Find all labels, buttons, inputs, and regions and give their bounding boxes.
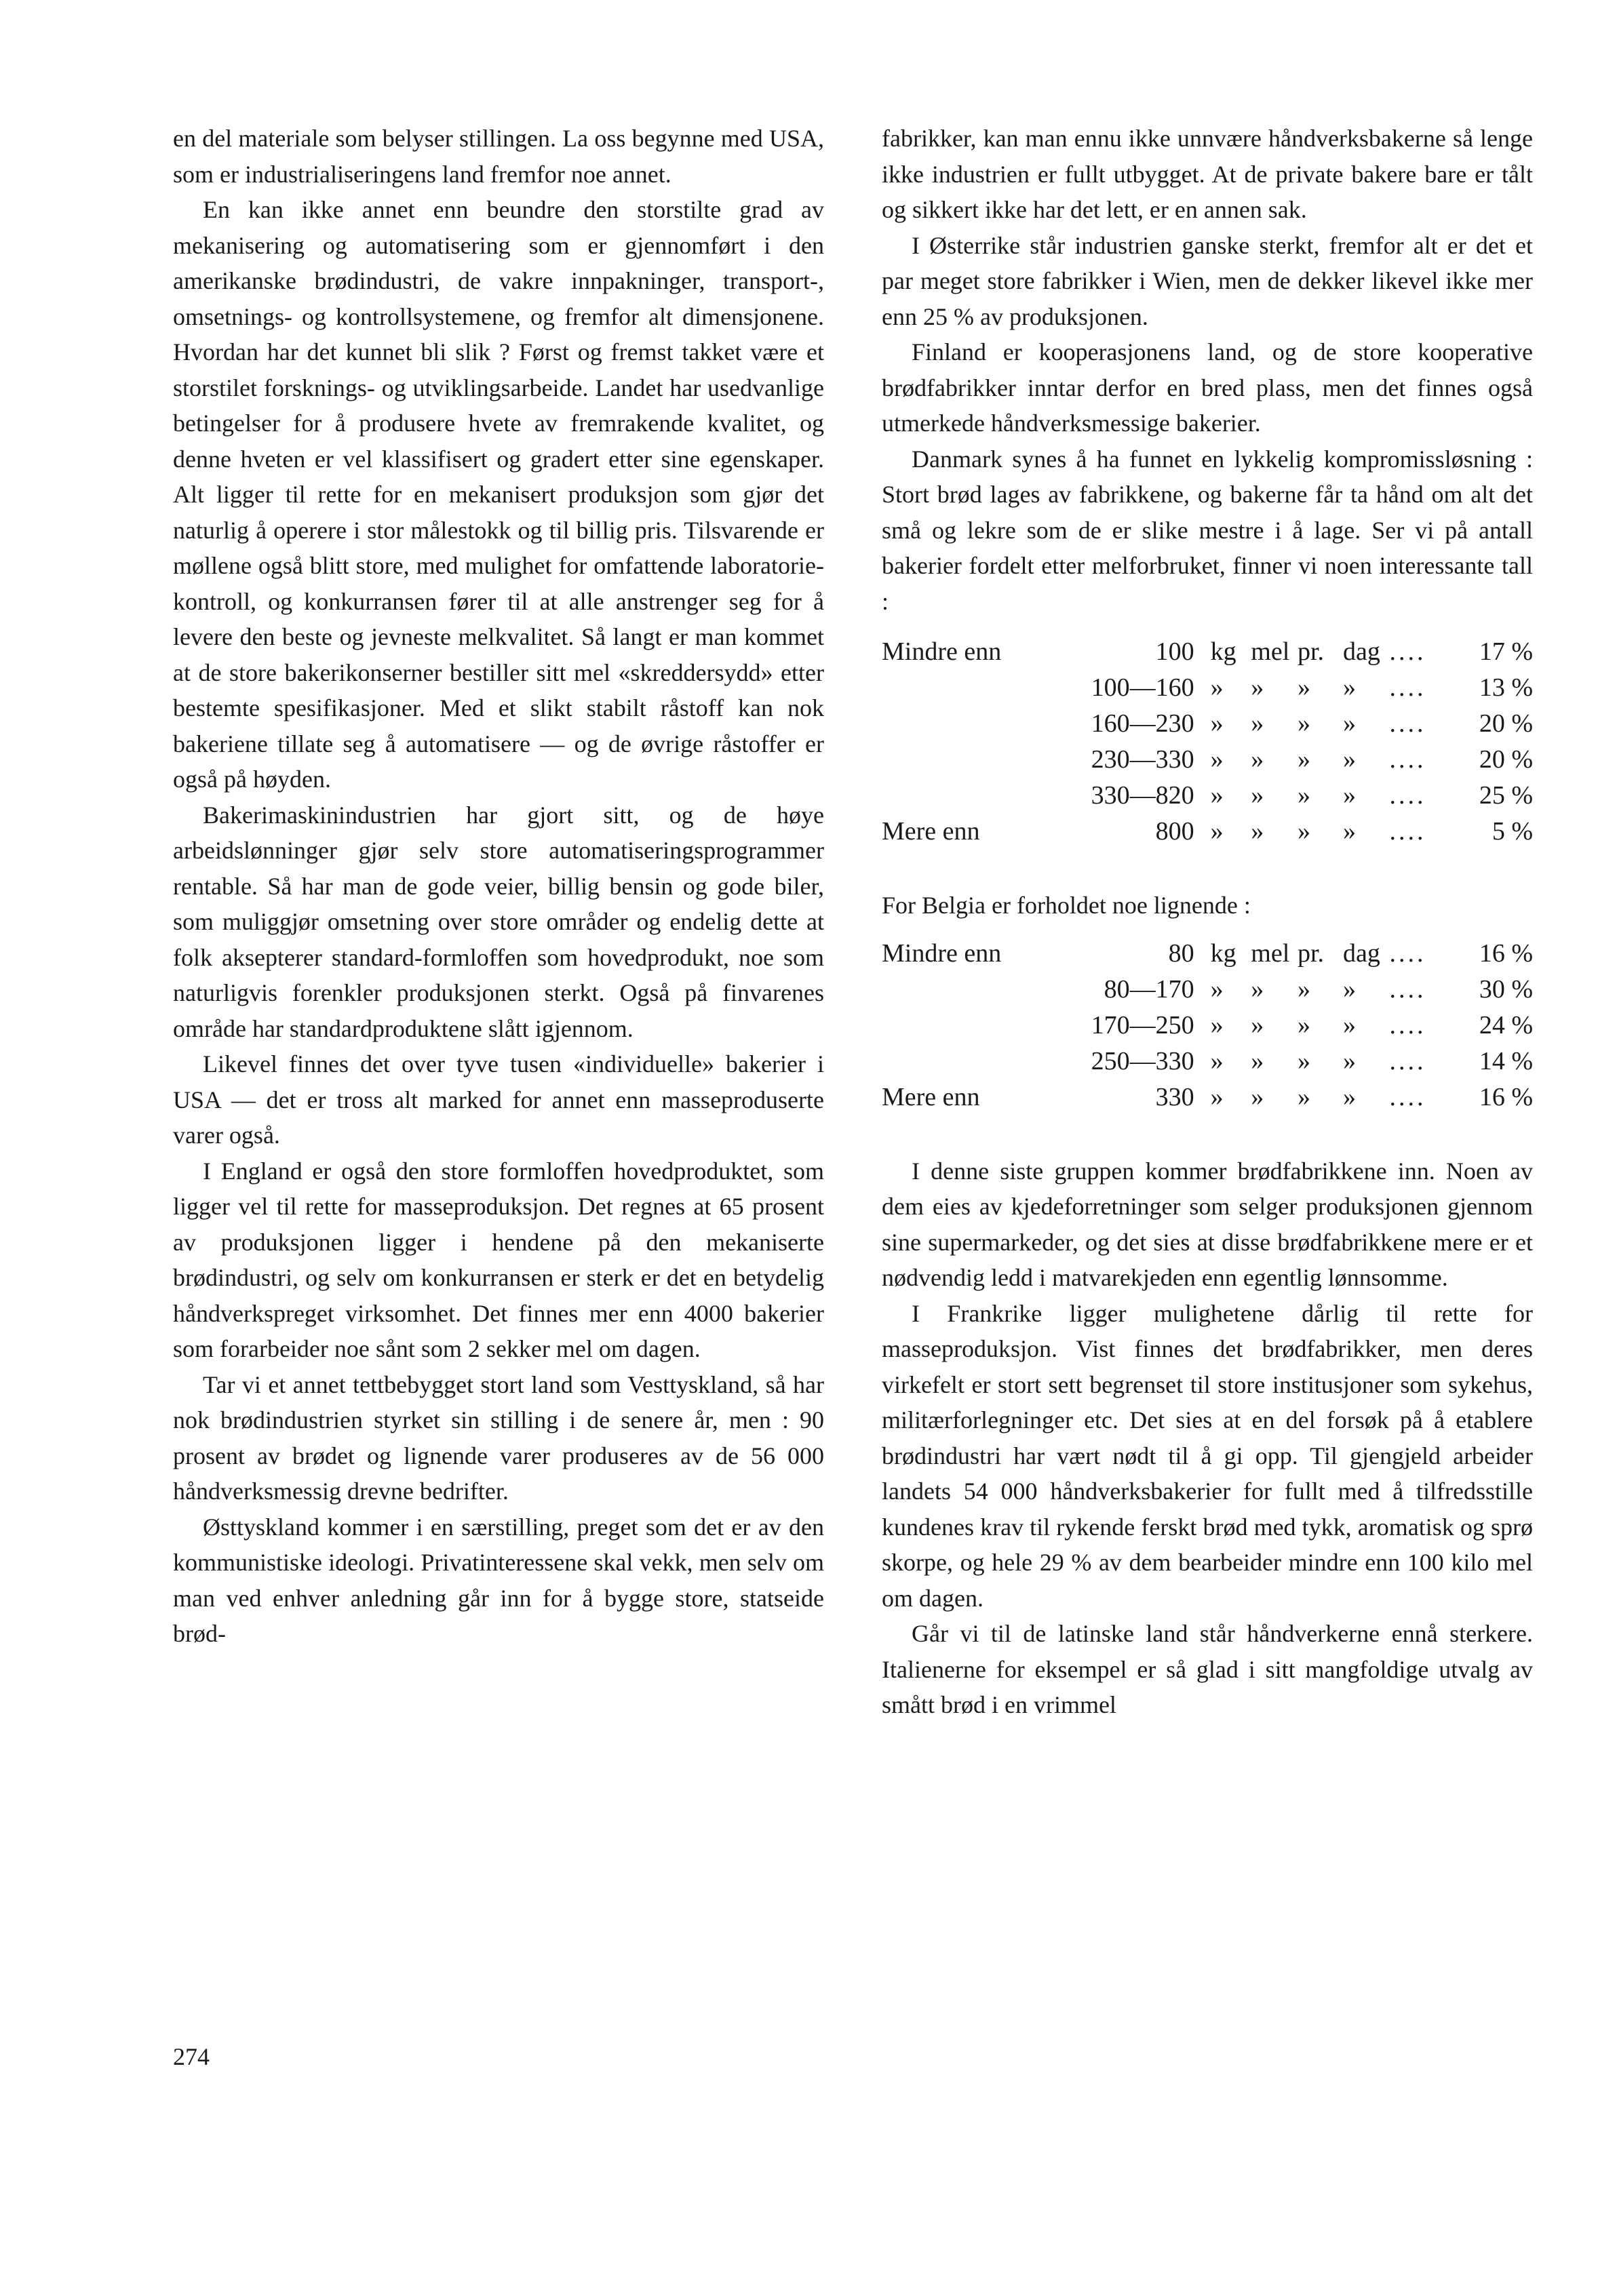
- row-col-pr: »: [1297, 781, 1310, 810]
- row-unit: »: [1210, 817, 1224, 846]
- row-col-mel: »: [1251, 745, 1264, 774]
- paragraph: Østtyskland kommer i en særstilling, preget som det er av den kommunistiske ideologi. Privatinteressene skal vekk, men selv om man ved enhver anledning går inn for å bygge store, statseide brød-: [173, 1513, 824, 1647]
- table-row: [882, 673, 1533, 709]
- table-row: [882, 637, 1533, 673]
- row-col-mel: »: [1251, 1010, 1264, 1040]
- row-percent: 5 %: [1492, 817, 1533, 846]
- row-label: Mere enn: [882, 817, 980, 846]
- row-col-pr: »: [1297, 817, 1310, 846]
- row-col-dag: dag: [1342, 938, 1380, 968]
- belgia-table-wrapper: [882, 938, 1533, 1118]
- paragraph: Finland er kooperasjonens land, og de store kooperative brødfabrikker inntar derfor en bred plass, men det finnes også utmerkede håndverksmessige bakerier.: [882, 338, 1533, 437]
- row-range: 100: [1155, 637, 1194, 666]
- row-label: [882, 780, 1071, 816]
- row-col-dag: »: [1342, 974, 1356, 1004]
- row-unit: kg: [1210, 637, 1236, 666]
- denmark-table-wrapper: [882, 637, 1533, 852]
- paragraph: En kan ikke annet enn beundre den storstilte grad av mekanisering og automatisering som er gjennomført i den amerikanske brødindustri, de vakre innpakninger, transport-, omsetnings- og kontrollsystemene, og fremfor alt dimensjonene. Hvordan har det kunnet bli slik ? Først og fremst takket være et storstilet forsknings- og utviklingsarbeide. Landet har usedvanlige betingelser for å produsere hvete av fremrakende kvalitet, og denne hveten er vel klassifisert og gradert etter sine egenskaper. Alt ligger til rette for en mekanisert produksjon som gjør det naturlig å operere i stor målestokk og til billig pris. Tilsvarende er møllene også blitt store, med mulighet for omfattende laboratoriekontroll, og konkurransen fører til at alle anstrenger seg for å levere den beste og jevneste melkvalitet. Så langt er man kommet at de store bakerikonserner bestiller sitt mel «skreddersydd» etter bestemte spesifikasjoner. Med et slikt stabilt råstoff kan nok bakeriene tillate seg å automatisere — og de øvrige råstoffer er også på høyden.: [173, 196, 824, 793]
- row-unit: kg: [1210, 938, 1236, 968]
- row-unit: »: [1210, 709, 1224, 738]
- row-unit: »: [1210, 1082, 1224, 1111]
- row-col-dag: »: [1342, 673, 1356, 702]
- row-label: [882, 974, 1071, 1010]
- table-row: [882, 1010, 1533, 1046]
- row-col-dag: »: [1342, 781, 1356, 810]
- table-row: [882, 780, 1533, 816]
- row-col-dag: »: [1342, 1082, 1356, 1111]
- row-col-dag: dag: [1342, 637, 1380, 666]
- row-col-pr: »: [1297, 974, 1310, 1004]
- row-label: Mere enn: [882, 1082, 980, 1111]
- paragraph: Bakerimaskinindustrien har gjort sitt, og de høye arbeidslønninger gjør selv store automatiseringsprogrammer rentable. Så har man de gode veier, billig bensin og gode biler, som muliggjør omsetning over store områder og endelig dette at folk aksepterer standard-formloffen som hovedprodukt, noe som naturligvis forenkler produksjonen sterkt. Også på finvarenes område har standardproduktene slått igjennom.: [173, 801, 824, 1042]
- row-percent: 17 %: [1479, 637, 1533, 666]
- denmark-bakery-table: [882, 637, 1533, 852]
- row-unit: »: [1210, 974, 1224, 1004]
- row-leader-dots: ....: [1389, 673, 1426, 702]
- row-label: [882, 1010, 1071, 1046]
- row-col-mel: »: [1251, 781, 1264, 810]
- paragraph: Likevel finnes det over tyve tusen «individuelle» bakerier i USA — det er tross alt marked for annet enn masseproduserte varer også.: [173, 1050, 824, 1149]
- paragraph: en del materiale som belyser stillingen. La oss begynne med USA, som er industrialiseringens land fremfor noe annet.: [173, 125, 824, 188]
- row-col-pr: »: [1297, 1046, 1310, 1075]
- row-percent: 25 %: [1479, 781, 1533, 810]
- table-row: [882, 709, 1533, 745]
- row-percent: 30 %: [1479, 974, 1533, 1004]
- row-leader-dots: ....: [1389, 637, 1426, 666]
- row-col-pr: »: [1297, 745, 1310, 774]
- row-leader-dots: ....: [1389, 745, 1426, 774]
- row-col-pr: »: [1297, 1010, 1310, 1040]
- row-label: [882, 1046, 1071, 1082]
- right-column: [882, 121, 1533, 1723]
- paragraph: Danmark synes å ha funnet en lykkelig kompromissløsning : Stort brød lages av fabrikkene, og bakerne får ta hånd om alt det små og lekre som de er slike mestre i å lage. Ser vi på antall bakerier fordelt etter melforbruket, finner vi noen interessante tall :: [882, 445, 1533, 615]
- row-col-mel: »: [1251, 817, 1264, 846]
- page-number: 274: [173, 2043, 210, 2070]
- row-col-mel: »: [1251, 709, 1264, 738]
- paragraph: Går vi til de latinske land står håndverkerne ennå sterkere. Italienerne for eksempel er så glad i sitt mangfoldige utvalg av smått brød i en vrimmel: [882, 1620, 1533, 1718]
- belgia-bakery-table: [882, 938, 1533, 1118]
- row-label: Mindre enn: [882, 637, 1002, 666]
- paragraph: I Frankrike ligger mulighetene dårlig til rette for masseproduksjon. Vist finnes det brødfabrikker, men deres virkefelt er stort sett begrenset til store institusjoner som sykehus, militærforlegninger etc. Det sies at en del forsøk på å etablere brødindustri har vært nødt til å gi opp. Til gjengjeld arbeider landets 54 000 håndverksbakerier for fullt med å tilfredsstille kundenes krav til rykende ferskt brød med tykk, aromatisk og sprø skorpe, og hele 29 % av dem bearbeider mindre enn 100 kilo mel om dagen.: [882, 1299, 1533, 1612]
- table-row: [882, 974, 1533, 1010]
- row-col-pr: »: [1297, 1082, 1310, 1111]
- row-percent: 16 %: [1479, 1082, 1533, 1111]
- denmark-table-body: [882, 637, 1533, 852]
- row-col-dag: »: [1342, 745, 1356, 774]
- row-unit: »: [1210, 745, 1224, 774]
- row-percent: 13 %: [1479, 673, 1533, 702]
- row-range: 330—820: [1091, 781, 1194, 810]
- row-unit: »: [1210, 1010, 1224, 1040]
- row-col-mel: mel: [1251, 637, 1290, 666]
- left-column: [173, 121, 824, 1652]
- row-leader-dots: ....: [1389, 1046, 1426, 1075]
- row-leader-dots: ....: [1389, 1010, 1426, 1040]
- row-col-pr: pr.: [1297, 637, 1325, 666]
- row-col-pr: pr.: [1297, 938, 1325, 968]
- row-range: 160—230: [1091, 709, 1194, 738]
- row-unit: »: [1210, 1046, 1224, 1075]
- row-col-dag: »: [1342, 709, 1356, 738]
- row-col-pr: »: [1297, 673, 1310, 702]
- row-unit: »: [1210, 673, 1224, 702]
- table-row: [882, 1046, 1533, 1082]
- row-col-dag: »: [1342, 1046, 1356, 1075]
- row-percent: 24 %: [1479, 1010, 1533, 1040]
- row-range: 330: [1155, 1082, 1194, 1111]
- belgia-table-body: [882, 938, 1533, 1118]
- row-range: 230—330: [1091, 745, 1194, 774]
- row-col-mel: »: [1251, 1046, 1264, 1075]
- row-leader-dots: ....: [1389, 1082, 1426, 1111]
- paragraph: I Østerrike står industrien ganske sterkt, fremfor alt er det et par meget store fabrikker i Wien, men de dekker likevel ikke mer enn 25 % av produksjonen.: [882, 231, 1533, 330]
- table-row: [882, 938, 1533, 974]
- paragraph: I denne siste gruppen kommer brødfabrikkene inn. Noen av dem eies av kjedeforretninger som selger produksjonen gjennom sine supermarkeder, og det sies at disse brødfabrikkene mere er et nødvendig ledd i matvarekjeden enn egentlig lønnsomme.: [882, 1157, 1533, 1291]
- paragraph: Tar vi et annet tettbebygget stort land som Vesttyskland, så har nok brødindustrien styrket sin stilling i de senere år, men : 90 prosent av brødet og lignende varer produseres av de 56 000 håndverksmessig drevne bedrifter.: [173, 1370, 824, 1505]
- row-label: Mindre enn: [882, 938, 1002, 968]
- row-leader-dots: ....: [1389, 817, 1426, 846]
- row-label: [882, 745, 1071, 780]
- row-col-dag: »: [1342, 1010, 1356, 1040]
- row-percent: 20 %: [1479, 709, 1533, 738]
- row-col-mel: »: [1251, 673, 1264, 702]
- row-leader-dots: ....: [1389, 938, 1426, 968]
- belgia-heading: For Belgia er forholdet noe lignende :: [882, 892, 1251, 919]
- paragraph: fabrikker, kan man ennu ikke unnvære håndverksbakerne så lenge ikke industrien er fullt utbygget. At de private bakere bare er tålt og sikkert ikke har det lett, er en annen sak.: [882, 125, 1533, 223]
- row-col-mel: »: [1251, 974, 1264, 1004]
- table-row: [882, 816, 1533, 852]
- row-range: 100—160: [1091, 673, 1194, 702]
- after-tables-text: [882, 1153, 1533, 1723]
- row-percent: 14 %: [1479, 1046, 1533, 1075]
- row-col-dag: »: [1342, 817, 1356, 846]
- table-row: [882, 1082, 1533, 1118]
- row-label: [882, 673, 1071, 709]
- row-percent: 16 %: [1479, 938, 1533, 968]
- row-leader-dots: ....: [1389, 781, 1426, 810]
- row-percent: 20 %: [1479, 745, 1533, 774]
- paragraph: I England er også den store formloffen hovedproduktet, som ligger vel til rette for masseproduksjon. Det regnes at 65 prosent av produksjonen ligger i hendene på den mekaniserte brødindustri, og selv om konkurransen er sterk er det en betydelig håndverkspreget virksomhet. Det finnes mer enn 4000 bakerier som forarbeider noe sånt som 2 sekker mel om dagen.: [173, 1157, 824, 1362]
- row-range: 80—170: [1104, 974, 1194, 1004]
- row-range: 250—330: [1091, 1046, 1194, 1075]
- table-row: [882, 745, 1533, 780]
- row-leader-dots: ....: [1389, 974, 1426, 1004]
- row-leader-dots: ....: [1389, 709, 1426, 738]
- row-label: [882, 709, 1071, 745]
- row-col-pr: »: [1297, 709, 1310, 738]
- row-unit: »: [1210, 781, 1224, 810]
- row-range: 800: [1155, 817, 1194, 846]
- row-range: 170—250: [1091, 1010, 1194, 1040]
- row-col-mel: »: [1251, 1082, 1264, 1111]
- row-col-mel: mel: [1251, 938, 1290, 968]
- row-range: 80: [1168, 938, 1194, 968]
